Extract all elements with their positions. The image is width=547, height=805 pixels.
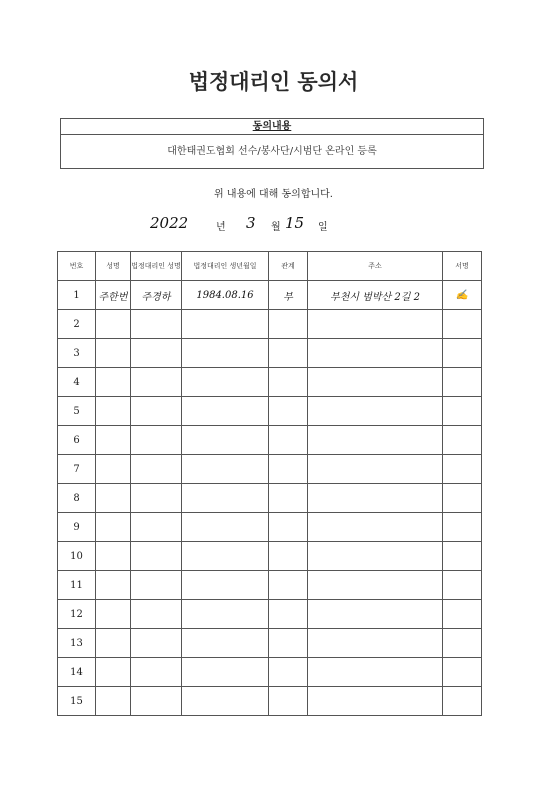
- cell-address: [308, 339, 443, 368]
- cell-relation: [269, 455, 308, 484]
- cell-address: 부천시 범박산 2길 2: [308, 281, 443, 310]
- consent-content-header: 동의내용: [61, 119, 483, 135]
- row-number: 7: [58, 455, 96, 484]
- cell-guardian-birth: [182, 484, 269, 513]
- cell-guardian-birth: [182, 513, 269, 542]
- date-year-unit: 년: [216, 222, 226, 233]
- row-number: 9: [58, 513, 96, 542]
- cell-address: [308, 310, 443, 339]
- table-row: [58, 455, 482, 484]
- row-number: 12: [58, 600, 96, 629]
- cell-guardian-name: [131, 571, 182, 600]
- cell-relation: [269, 397, 308, 426]
- table-row: [58, 310, 482, 339]
- cell-guardian-name: [131, 368, 182, 397]
- column-header-guardian-birth: 법정대리인 생년월일: [182, 252, 269, 281]
- cell-address: [308, 542, 443, 571]
- cell-relation: [269, 368, 308, 397]
- cell-address: [308, 455, 443, 484]
- table-row: [58, 513, 482, 542]
- cell-relation: [269, 600, 308, 629]
- cell-guardian-birth: [182, 629, 269, 658]
- cell-guardian-name: [131, 397, 182, 426]
- date-day: 15: [285, 214, 305, 232]
- cell-signature: [443, 658, 482, 687]
- column-header-guardian-name: 법정대리인 성명: [131, 252, 182, 281]
- row-number: 13: [58, 629, 96, 658]
- cell-signature: [443, 339, 482, 368]
- table-row: [58, 426, 482, 455]
- cell-signature: [443, 687, 482, 716]
- cell-relation: [269, 542, 308, 571]
- table-row: [58, 368, 482, 397]
- cell-address: [308, 629, 443, 658]
- cell-relation: [269, 571, 308, 600]
- date-month: 3: [246, 214, 256, 232]
- cell-signature: [443, 310, 482, 339]
- row-number: 15: [58, 687, 96, 716]
- cell-signature: [443, 484, 482, 513]
- cell-address: [308, 513, 443, 542]
- date-year: 2022: [150, 214, 189, 232]
- cell-name: [96, 542, 131, 571]
- table-row: [58, 629, 482, 658]
- column-header-address: 주소: [308, 252, 443, 281]
- cell-address: [308, 687, 443, 716]
- cell-guardian-name: [131, 687, 182, 716]
- row-number: 4: [58, 368, 96, 397]
- column-header-name: 성명: [96, 252, 131, 281]
- date-day-unit: 일: [318, 222, 328, 233]
- date-month-unit: 월: [271, 222, 281, 233]
- cell-guardian-name: [131, 542, 182, 571]
- cell-relation: 부: [269, 281, 308, 310]
- cell-name: [96, 658, 131, 687]
- row-number: 1: [58, 281, 96, 310]
- cell-signature: [443, 513, 482, 542]
- cell-relation: [269, 484, 308, 513]
- cell-guardian-birth: [182, 571, 269, 600]
- table-row: [58, 600, 482, 629]
- cell-signature: [443, 600, 482, 629]
- consent-content-box: [60, 118, 484, 169]
- cell-relation: [269, 629, 308, 658]
- cell-address: [308, 484, 443, 513]
- agree-statement: 위 내용에 대해 동의합니다.: [214, 189, 333, 200]
- row-number: 14: [58, 658, 96, 687]
- cell-name: [96, 629, 131, 658]
- row-number: 10: [58, 542, 96, 571]
- row-number: 2: [58, 310, 96, 339]
- cell-guardian-name: [131, 629, 182, 658]
- cell-guardian-birth: [182, 455, 269, 484]
- cell-address: [308, 426, 443, 455]
- table-row: [58, 339, 482, 368]
- cell-relation: [269, 426, 308, 455]
- cell-address: [308, 571, 443, 600]
- cell-relation: [269, 513, 308, 542]
- cell-guardian-birth: [182, 658, 269, 687]
- cell-guardian-birth: [182, 339, 269, 368]
- cell-guardian-name: [131, 310, 182, 339]
- cell-signature: [443, 397, 482, 426]
- cell-name: [96, 455, 131, 484]
- cell-relation: [269, 687, 308, 716]
- cell-guardian-birth: [182, 542, 269, 571]
- cell-guardian-birth: [182, 397, 269, 426]
- cell-address: [308, 368, 443, 397]
- table-row: [58, 484, 482, 513]
- page-title: 법정대리인 동의서: [188, 69, 359, 94]
- guardian-consent-table: [57, 251, 482, 716]
- cell-relation: [269, 310, 308, 339]
- cell-guardian-name: [131, 455, 182, 484]
- column-header-relation: 관계: [269, 252, 308, 281]
- cell-guardian-name: [131, 600, 182, 629]
- cell-signature: [443, 542, 482, 571]
- column-header-number: 번호: [58, 252, 96, 281]
- cell-signature: [443, 629, 482, 658]
- cell-guardian-birth: [182, 310, 269, 339]
- cell-guardian-name: 주경하: [131, 281, 182, 310]
- cell-guardian-birth: [182, 687, 269, 716]
- cell-address: [308, 600, 443, 629]
- cell-name: [96, 368, 131, 397]
- cell-name: [96, 687, 131, 716]
- row-number: 8: [58, 484, 96, 513]
- row-number: 3: [58, 339, 96, 368]
- cell-signature: [443, 455, 482, 484]
- cell-guardian-name: [131, 484, 182, 513]
- date-row: [150, 212, 370, 236]
- cell-guardian-birth: [182, 600, 269, 629]
- cell-name: [96, 600, 131, 629]
- cell-address: [308, 397, 443, 426]
- cell-name: 주한번: [96, 281, 131, 310]
- table-row: [58, 687, 482, 716]
- cell-address: [308, 658, 443, 687]
- cell-name: [96, 513, 131, 542]
- table-row: [58, 281, 482, 310]
- row-number: 6: [58, 426, 96, 455]
- cell-name: [96, 426, 131, 455]
- table-row: [58, 571, 482, 600]
- cell-signature: [443, 368, 482, 397]
- cell-name: [96, 397, 131, 426]
- cell-guardian-name: [131, 339, 182, 368]
- table-row: [58, 542, 482, 571]
- cell-relation: [269, 658, 308, 687]
- cell-signature: [443, 571, 482, 600]
- table-row: [58, 658, 482, 687]
- cell-guardian-birth: [182, 426, 269, 455]
- column-header-signature: 서명: [443, 252, 482, 281]
- consent-content-body: 대한태권도협회 선수/봉사단/시범단 온라인 등록: [167, 146, 377, 157]
- table-header-row: [58, 252, 482, 281]
- row-number: 5: [58, 397, 96, 426]
- cell-name: [96, 310, 131, 339]
- cell-signature: [443, 426, 482, 455]
- table-row: [58, 397, 482, 426]
- row-number: 11: [58, 571, 96, 600]
- cell-guardian-name: [131, 426, 182, 455]
- cell-relation: [269, 339, 308, 368]
- cell-guardian-birth: 1984.08.16: [182, 281, 269, 310]
- cell-name: [96, 571, 131, 600]
- cell-guardian-name: [131, 658, 182, 687]
- cell-name: [96, 339, 131, 368]
- cell-name: [96, 484, 131, 513]
- cell-signature: ✍: [443, 281, 482, 310]
- cell-guardian-birth: [182, 368, 269, 397]
- cell-guardian-name: [131, 513, 182, 542]
